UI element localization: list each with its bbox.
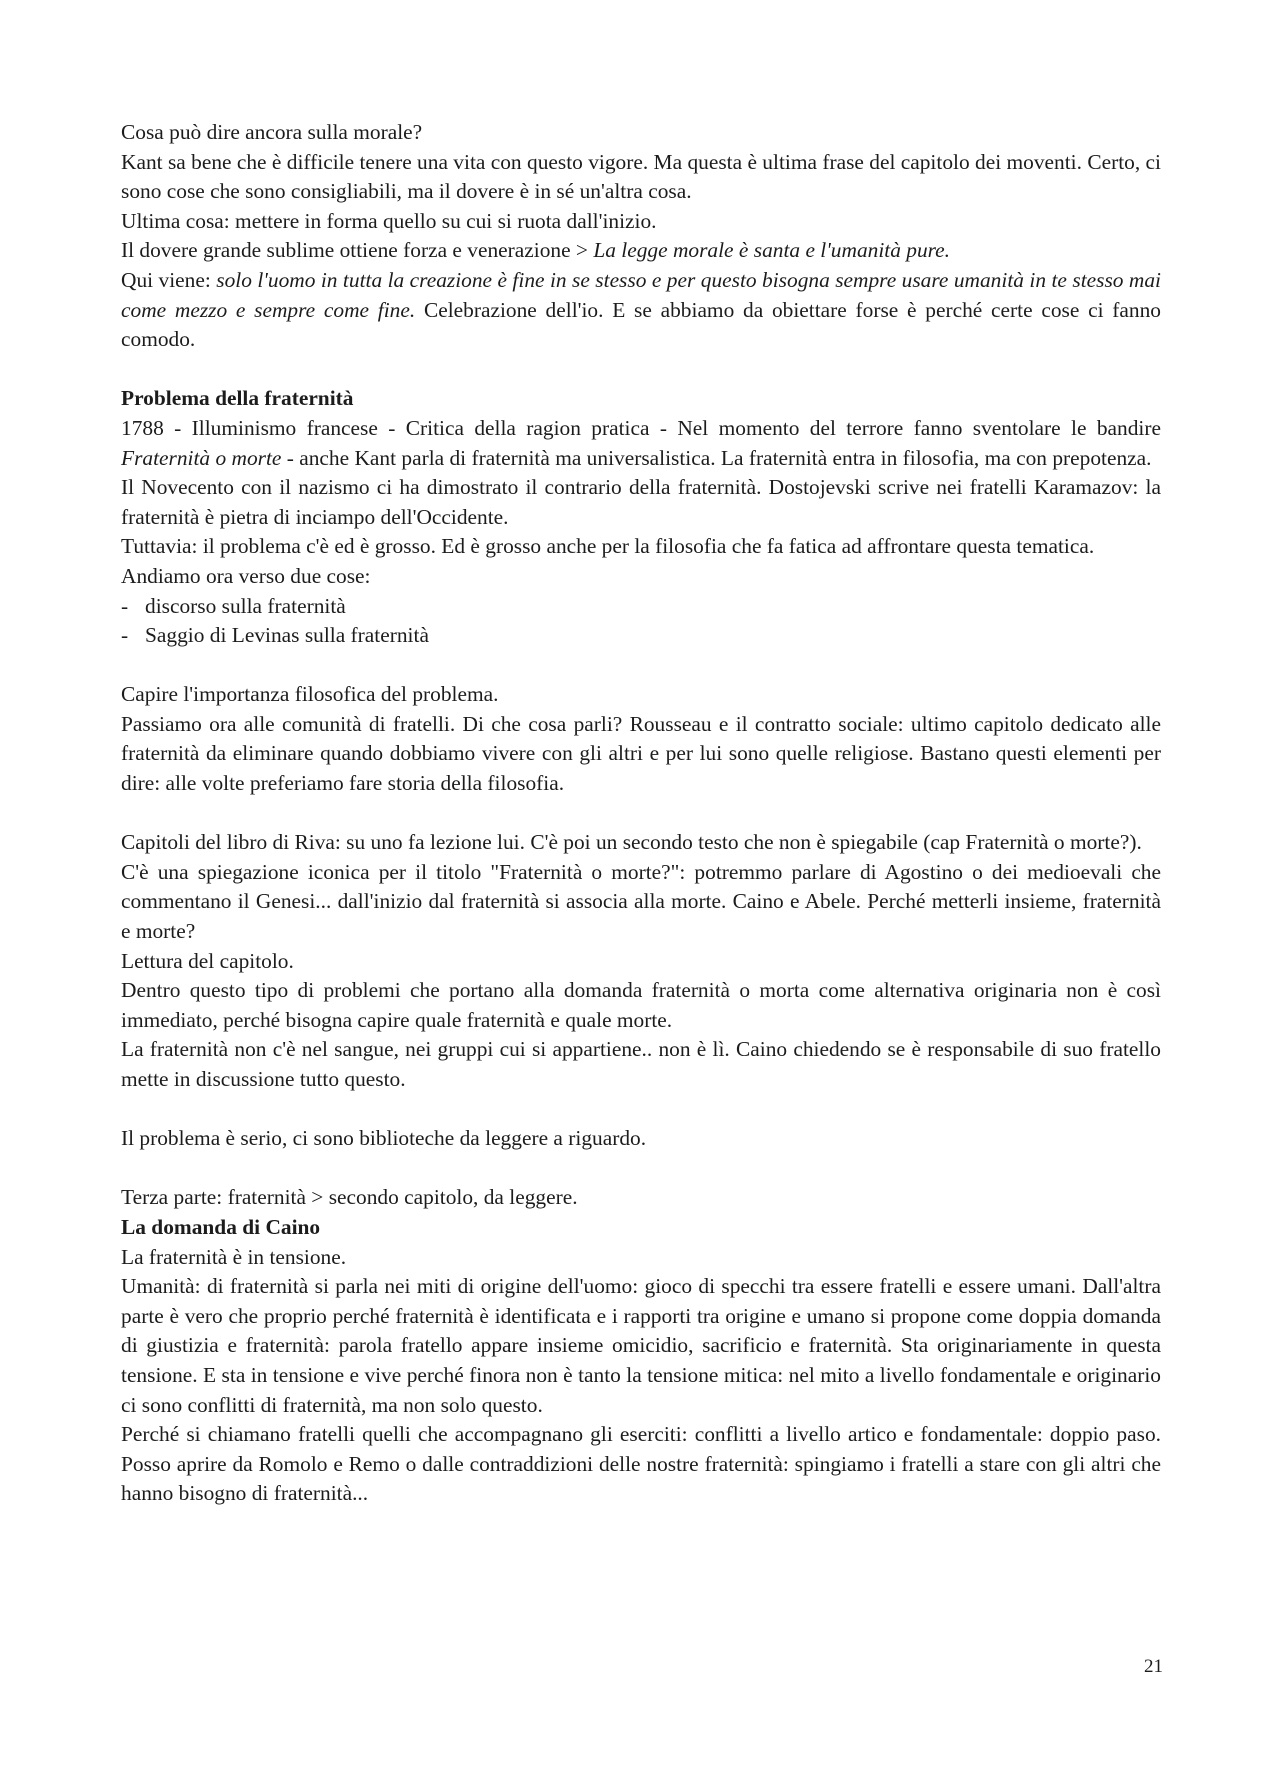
dash-bullet: - [121, 593, 129, 618]
paragraph: Kant sa bene che è difficile tenere una vita con questo vigore. Ma questa è ultima frase del capitolo dei moventi. Certo, ci sono cose che sono consigliabili, ma il dovere è in sé un'altra cosa. [121, 149, 1161, 204]
paragraph: Terza parte: fraternità > secondo capitolo, da leggere. [121, 1185, 578, 1210]
paragraph [121, 414, 1161, 473]
list-item-text: Saggio di Levinas sulla fraternità [145, 623, 429, 648]
paragraph-gap [121, 355, 1161, 385]
paragraph: Lettura del capitolo. [121, 948, 294, 973]
italic-quote: La legge morale è santa e l'umanità pure. [593, 238, 951, 263]
section-heading: Problema della fraternità [121, 386, 354, 411]
paragraph: Capire l'importanza filosofica del problema. [121, 682, 499, 707]
paragraph: Capitoli del libro di Riva: su uno fa lezione lui. C'è poi un secondo testo che non è spiegabile (cap Fraternità o morte?). [121, 830, 1142, 855]
paragraph: Il Novecento con il nazismo ci ha dimostrato il contrario della fraternità. Dostojevski scrive nei fratelli Karamazov: la fraternità è pietra di inciampo dell'Occidente. [121, 475, 1161, 529]
italic-title: Fraternità o morte [121, 445, 282, 470]
section-heading: La domanda di Caino [121, 1214, 321, 1239]
paragraph-gap [121, 651, 1161, 681]
page-number: 21 [1144, 1656, 1163, 1677]
document-page [121, 118, 1161, 1509]
paragraph [121, 236, 1161, 266]
dash-bullet: - [121, 623, 129, 648]
paragraph-gap [121, 1095, 1161, 1125]
list-item [121, 592, 1161, 622]
paragraph-gap [121, 799, 1161, 829]
paragraph-gap [121, 1154, 1161, 1184]
paragraph: C'è una spiegazione iconica per il titolo "Fraternità o morte?": potremmo parlare di Agostino o dei medioevali che commentano il Genesi... dall'inizio dal fraternità si associa alla morte. Caino e Abele. Perché metterli insieme, fraternità e morte? [121, 859, 1161, 944]
paragraph: Passiamo ora alle comunità di fratelli. Di che cosa parli? Rousseau e il contratto sociale: ultimo capitolo dedicato alle fraternità da eliminare quando dobbiamo vivere con gli altri e per lui sono quelle religiose. Bastano questi elementi per dire: alle volte preferiamo fare storia della filosofia. [121, 711, 1161, 796]
paragraph [121, 266, 1161, 355]
paragraph: La fraternità non c'è nel sangue, nei gruppi cui si appartiene.. non è lì. Caino chiedendo se è responsabile di suo fratello mette in discussione tutto questo. [121, 1037, 1161, 1091]
paragraph: Umanità: di fraternità si parla nei miti di origine dell'uomo: gioco di specchi tra essere fratelli e essere umani. Dall'altra parte è vero che proprio perché fraternità è identificata e i rapporti tra origine e umano si propone come doppia domanda di giustizia e fraternità: parola fratello appare insieme omicidio, sacrificio e fraternità. Sta originariamente in questa tensione. E sta in tensione e vive perché finora non è tanto la tensione mitica: nel mito a livello fondamentale e originario ci sono conflitti di fraternità, ma non solo questo. [121, 1274, 1161, 1417]
paragraph: Dentro questo tipo di problemi che portano alla domanda fraternità o morta come alternativa originaria non è così immediato, perché bisogna capire quale fraternità e quale morte. [121, 978, 1161, 1032]
text-span: Qui viene: [121, 267, 217, 292]
text-span: 1788 - Illuminismo francese - Critica della ragion pratica - Nel momento del terrore fanno sventolare le bandire [121, 415, 1161, 440]
text-span: Celebrazione dell'io. E se abbiamo da obiettare forse è perché certe cose ci fanno comodo. [121, 297, 1161, 352]
list-item [121, 621, 1161, 651]
paragraph: Tuttavia: il problema c'è ed è grosso. Ed è grosso anche per la filosofia che fa fatica ad affrontare questa tematica. [121, 534, 1095, 559]
italic-quote: solo l'uomo in tutta la creazione è fine in se stesso e per questo bisogna sempre usare umanità in te stesso mai come mezzo e sempre come fine. [121, 267, 1162, 322]
text-span: Il dovere grande sublime ottiene forza e venerazione > [121, 238, 594, 263]
paragraph: Perché si chiamano fratelli quelli che accompagnano gli eserciti: conflitti a livello artico e fondamentale: doppio paso. Posso aprire da Romolo e Remo o dalle contraddizioni delle nostre fraternità: spingiamo i fratelli a stare con gli altri che hanno bisogno di fraternità... [121, 1422, 1161, 1506]
list-item-text: discorso sulla fraternità [145, 593, 346, 618]
paragraph: Cosa può dire ancora sulla morale? [121, 120, 423, 144]
paragraph: La fraternità è in tensione. [121, 1244, 347, 1269]
dash-list [121, 592, 1161, 651]
text-span: - anche Kant parla di fraternità ma universalistica. La fraternità entra in filosofia, ma con prepotenza. [281, 445, 1152, 470]
paragraph: Ultima cosa: mettere in forma quello su cui si ruota dall'inizio. [121, 208, 657, 233]
paragraph: Andiamo ora verso due cose: [121, 563, 371, 588]
paragraph: Il problema è serio, ci sono biblioteche da leggere a riguardo. [121, 1126, 647, 1151]
